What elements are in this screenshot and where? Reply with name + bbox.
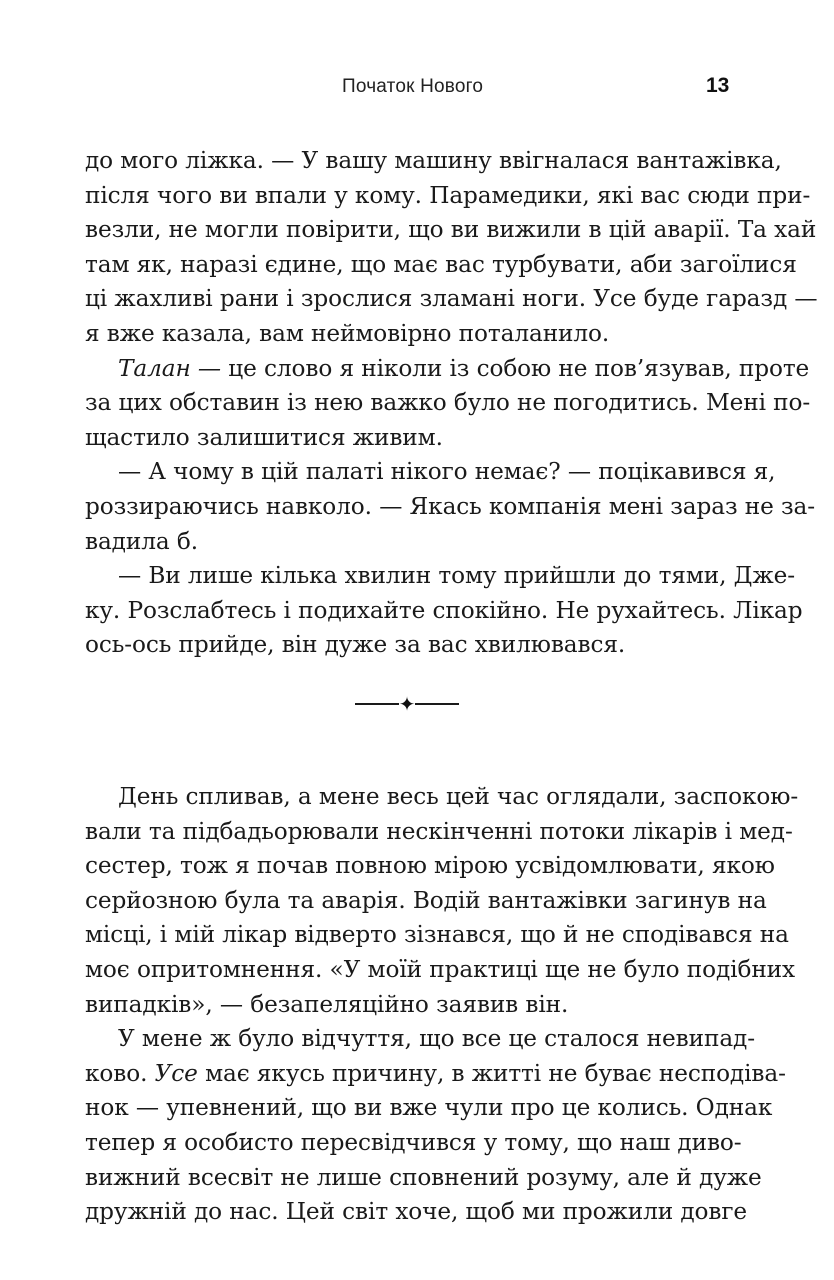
text-line: ку. Розслабтесь і подихайте спокійно. Не рухайтесь. Лікар [85,596,803,624]
section-break-ornament [355,690,479,718]
text-line: я вже казала, вам неймовірно поталанило. [85,319,610,347]
text-line: нок — упевнений, що ви вже чули про це колись. Однак [85,1094,773,1122]
text-line: ці жахливі рани і зрослися зламані ноги. Усе буде гаразд — [85,285,818,313]
running-head [0,74,834,104]
text-line: вали та підбадьорювали нескінченні потоки лікарів і мед- [85,817,793,845]
diamond-icon: ✦ [398,692,416,716]
text-line: за цих обставин із нею важко було не погодитись. Мені по- [85,389,811,417]
text-line: сестер, тож я почав повною мірою усвідомлювати, якою [85,852,775,880]
running-title: Початок Нового [342,76,484,97]
text-line: — А чому в цій палаті нікого немає? — поцікавився я, [118,458,776,486]
text-line-italic-mid [85,1057,786,1092]
text-line-start: ково. [85,1059,148,1087]
text-line: У мене ж було відчуття, що все це сталося невипад- [118,1025,755,1053]
text-line: День спливав, а мене весь цей час оглядали, заспокою- [118,783,799,810]
ornament-rule-left [355,703,399,705]
text-line-rest: це слово я ніколи із собою не пов’язував, проте [228,354,810,382]
text-line: тепер я особисто пересвідчився у тому, що наш диво- [85,1128,742,1156]
text-line: ось-ось прийде, він дуже за вас хвилювався. [85,631,626,659]
text-line: до мого ліжка. — У вашу машину ввігналася вантажівка, [85,147,782,174]
text-line: везли, не могли повірити, що ви вижили в цій аварії. Та хай [85,216,817,244]
text-line: місці, і мій лікар відверто зізнався, що й не сподівався на [85,921,789,949]
text-line: там як, наразі єдине, що має вас турбувати, аби загоїлися [85,250,797,278]
page-number: 13 [706,74,730,97]
text-block-2 [85,780,799,1230]
text-line: випадків», — безапеляційно заявив він. [85,990,569,1018]
ornament-rule-right [415,703,459,705]
text-block-1 [85,144,818,663]
text-line-rest: має якусь причину, в житті не буває несподіва- [205,1059,786,1087]
text-line: дружній до нас. Цей світ хоче, щоб ми прожили довге [85,1198,748,1226]
italic-word: Усе [154,1059,198,1087]
text-line: щастило залишитися живим. [85,423,443,451]
text-line: вадила б. [85,527,198,555]
text-line: роззираючись навколо. — Якась компанія мені зараз не за- [85,492,816,520]
text-line: серйозною була та аварія. Водій вантажівки загинув на [85,886,767,914]
text-line: вижний всесвіт не лише сповнений розуму, але й дуже [85,1163,762,1191]
text-line: моє опритомнення. «У моїй практиці ще не було подібних [85,955,796,983]
text-line-italic-lead [85,352,810,387]
text-line: після чого ви впали у кому. Парамедики, які вас сюди при- [85,181,811,209]
italic-word: Талан — [118,354,222,382]
text-line: — Ви лише кілька хвилин тому прийшли до тями, Дже- [118,562,795,590]
